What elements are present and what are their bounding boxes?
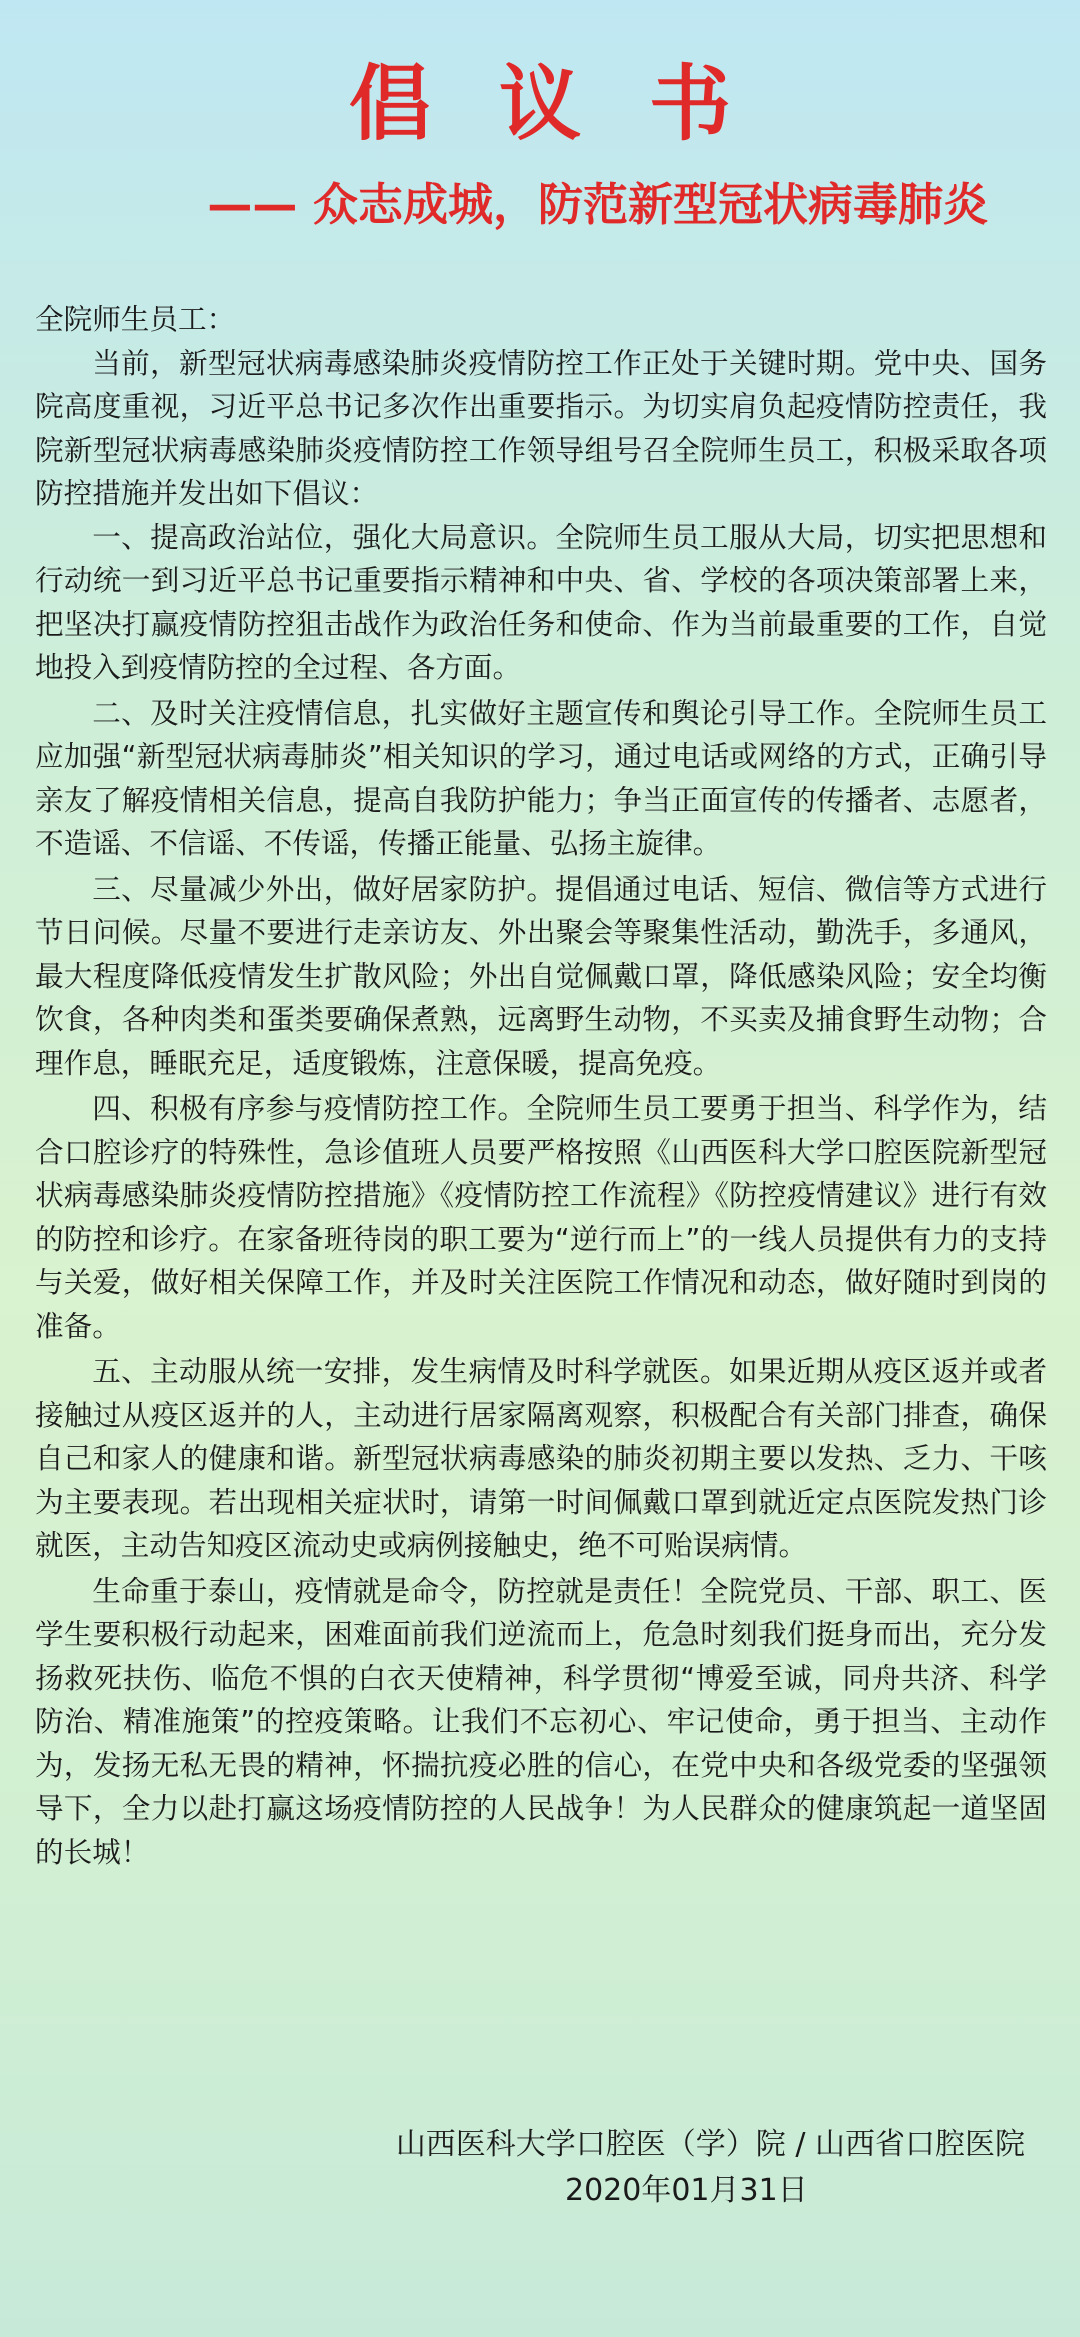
signature-date: 2020年01月31日	[565, 2173, 808, 2208]
closing-paragraph: 生命重于泰山，疫情就是命令，防控就是责任！全院党员、干部、职工、医学生要积极行动起来，困难面前我们逆流而上，危急时刻我们挺身而出，充分发扬救死扶伤、临危不惧的白衣天使精神，科学贯彻“博爱至诚，同舟共济、科学防治、精准施策”的控疫策略。让我们不忘初心、牢记使命，勇于担当、主动作为，发扬无私无畏的精神，怀揣抗疫必胜的信心，在党中央和各级党委的坚强领导下，全力以赴打赢这场疫情防控的人民战争！为人民群众的健康筑起一道坚固的长城！	[35, 1573, 1047, 1869]
intro-paragraph: 当前，新型冠状病毒感染肺炎疫情防控工作正处于关键时期。党中央、国务院高度重视，习近平总书记多次作出重要指示。为切实肩负起疫情防控责任，我院新型冠状病毒感染肺炎疫情防控工作领导组号召全院师生员工，积极采取各项防控措施并发出如下倡议：	[35, 345, 1047, 510]
page-title: 倡议书	[348, 57, 799, 152]
proposal-paragraph-1: 一、提高政治站位，强化大局意识。全院师生员工服从大局，切实把思想和行动统一到习近平总书记重要指示精神和中央、省、学校的各项决策部署上来，把坚决打赢疫情防控狙击战作为政治任务和使命、作为当前最重要的工作，自觉地投入到疫情防控的全过程、各方面。	[35, 519, 1047, 684]
proposal-paragraph-3: 三、尽量减少外出，做好居家防护。提倡通过电话、短信、微信等方式进行节日问候。尽量不要进行走亲访友、外出聚会等聚集性活动，勤洗手，多通风，最大程度降低疫情发生扩散风险；外出自觉佩戴口罩，降低感染风险；安全均衡饮食，各种肉类和蛋类要确保煮熟，远离野生动物，不买卖及捕食野生动物；合理作息，睡眠充足，适度锻炼，注意保暖，提高免疫。	[35, 871, 1047, 1080]
letter-body	[35, 298, 1047, 1874]
proposal-paragraph-5: 五、主动服从统一安排，发生病情及时科学就医。如果近期从疫区返并或者接触过从疫区返并的人，主动进行居家隔离观察，积极配合有关部门排查，确保自己和家人的健康和谐。新型冠状病毒感染的肺炎初期主要以发热、乏力、干咳为主要表现。若出现相关症状时，请第一时间佩戴口罩到就近定点医院发热门诊就医，主动告知疫区流动史或病例接触史，绝不可贻误病情。	[35, 1354, 1047, 1562]
page-subtitle: —— 众志成城，防范新型冠状病毒肺炎	[207, 178, 988, 231]
proposal-paragraph-2: 二、及时关注疫情信息，扎实做好主题宣传和舆论引导工作。全院师生员工应加强“新型冠状病毒肺炎”相关知识的学习，通过电话或网络的方式，正确引导亲友了解疫情相关信息，提高自我防护能力；争当正面宣传的传播者、志愿者，不造谣、不信谣、不传谣，传播正能量、弘扬主旋律。	[35, 695, 1047, 860]
signature: 山西医科大学口腔医（学）院 / 山西省口腔医院	[395, 2127, 1025, 2162]
salutation: 全院师生员工：	[35, 302, 236, 336]
proposal-paragraph-4: 四、积极有序参与疫情防控工作。全院师生员工要勇于担当、科学作为，结合口腔诊疗的特殊性，急诊值班人员要严格按照《山西医科大学口腔医院新型冠状病毒感染肺炎疫情防控措施》《疫情防控工作流程》《防控疫情建议》进行有效的防控和诊疗。在家备班待岗的职工要为“逆行而上”的一线人员提供有力的支持与关爱，做好相关保障工作，并及时关注医院工作情况和动态，做好随时到岗的准备。	[35, 1091, 1047, 1343]
